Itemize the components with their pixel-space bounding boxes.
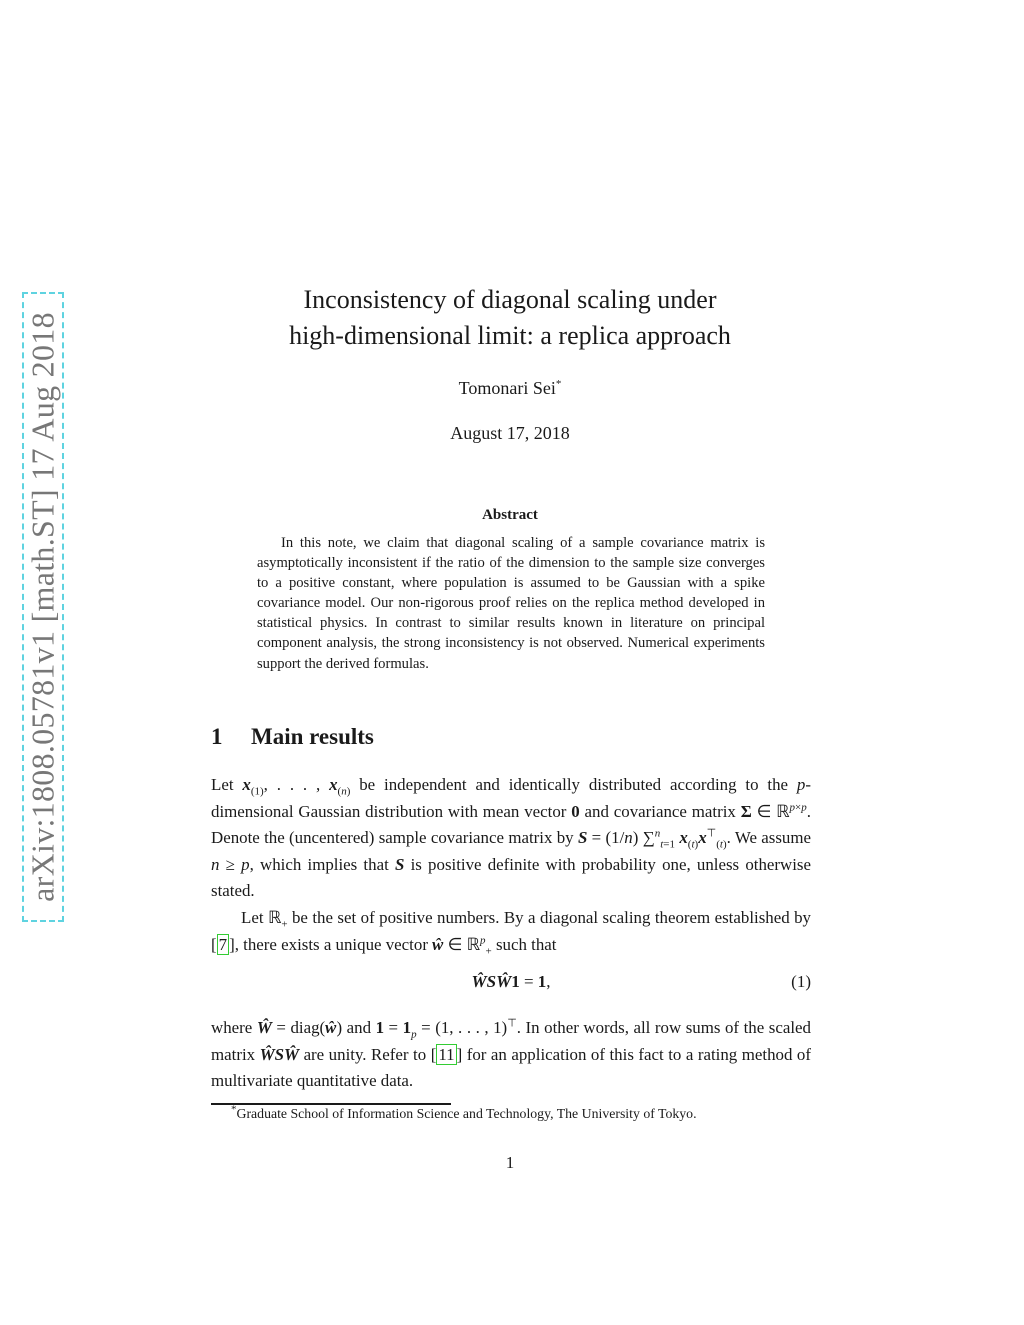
- section-heading: [211, 724, 374, 750]
- citation-7[interactable]: 7: [218, 934, 228, 954]
- abstract-body: [257, 533, 765, 674]
- section-title: Main results: [251, 724, 374, 749]
- citation-11[interactable]: 11: [438, 1044, 455, 1064]
- equation-tag: (1): [791, 972, 811, 991]
- author: [200, 378, 820, 399]
- abstract-text: In this note, we claim that diagonal scaling of a sample covariance matrix is asymptotically inconsistent if the ratio of the dimension to the sample size converges to a positive constant, where population is assumed to be Gaussian with a spike covariance model. Our non-rigorous proof relies on the replica method developed in statistical physics. In contrast to similar results known in literature on principal component analysis, the strong inconsistency is not observed. Numerical experiments support the derived formulas.: [257, 535, 765, 672]
- footnote-text: Graduate School of Information Science and Technology, The University of Tokyo.: [236, 1106, 697, 1121]
- footnote-rule: [211, 1103, 451, 1105]
- title-line-1: Inconsistency of diagonal scaling under: [303, 285, 717, 314]
- paragraph-3: where Ŵ = diag(ŵ) and $1 = 1_p = (1$, . . . , 1)⊤. In other words, all row sums of the scaled matrix ŴSŴ are unity. Refer to [ 11 ] for an application of this fact to a rating method of multivariate quantitative data.: [211, 1017, 811, 1091]
- date: August 17, 2018: [450, 423, 570, 443]
- footnote-mark: *: [231, 1103, 237, 1116]
- footnote: [231, 1103, 697, 1122]
- paragraph-1: Let $x_{(1)}$, . . . , $x_{(n)}$ be independent and identically distributed according to the p-dimensional Gaussian distribution with mean vector 0 and covariance matrix Σ ∈ ℝ$^{p\times p}$. Denote the (uncentered) sample covariance matrix by S = (1/n) ∑$^n_{t=1}$ $x_{(t)}x^⊤_{(t)}$. We assume n ≥ p, which implies that S is positive definite with probability one, unless otherwise stated.: [211, 775, 812, 901]
- arxiv-identifier[interactable]: arXiv:1808.05781v1 [math.ST] 17 Aug 2018: [24, 312, 61, 902]
- paragraph-2: Let ℝ$_+$ be the set of positive numbers. By a diagonal scaling theorem established by [ 7 ], there exists a unique vector ŵ ∈ ℝ$^p_+$ such that: [211, 908, 811, 957]
- author-footnote-mark[interactable]: *: [555, 378, 562, 390]
- abstract-heading: Abstract: [482, 507, 538, 523]
- arxiv-stamp[interactable]: [22, 292, 64, 922]
- equation-1: [211, 972, 811, 1002]
- title-line-2: high-dimensional limit: a replica approach: [289, 321, 731, 350]
- page-number: 1: [505, 1153, 515, 1172]
- equation-formula: ŴSŴ1 = 1,: [471, 972, 551, 991]
- section-number: 1: [211, 724, 223, 749]
- paper-title: [200, 282, 820, 354]
- author-name: Tomonari Sei: [458, 378, 556, 398]
